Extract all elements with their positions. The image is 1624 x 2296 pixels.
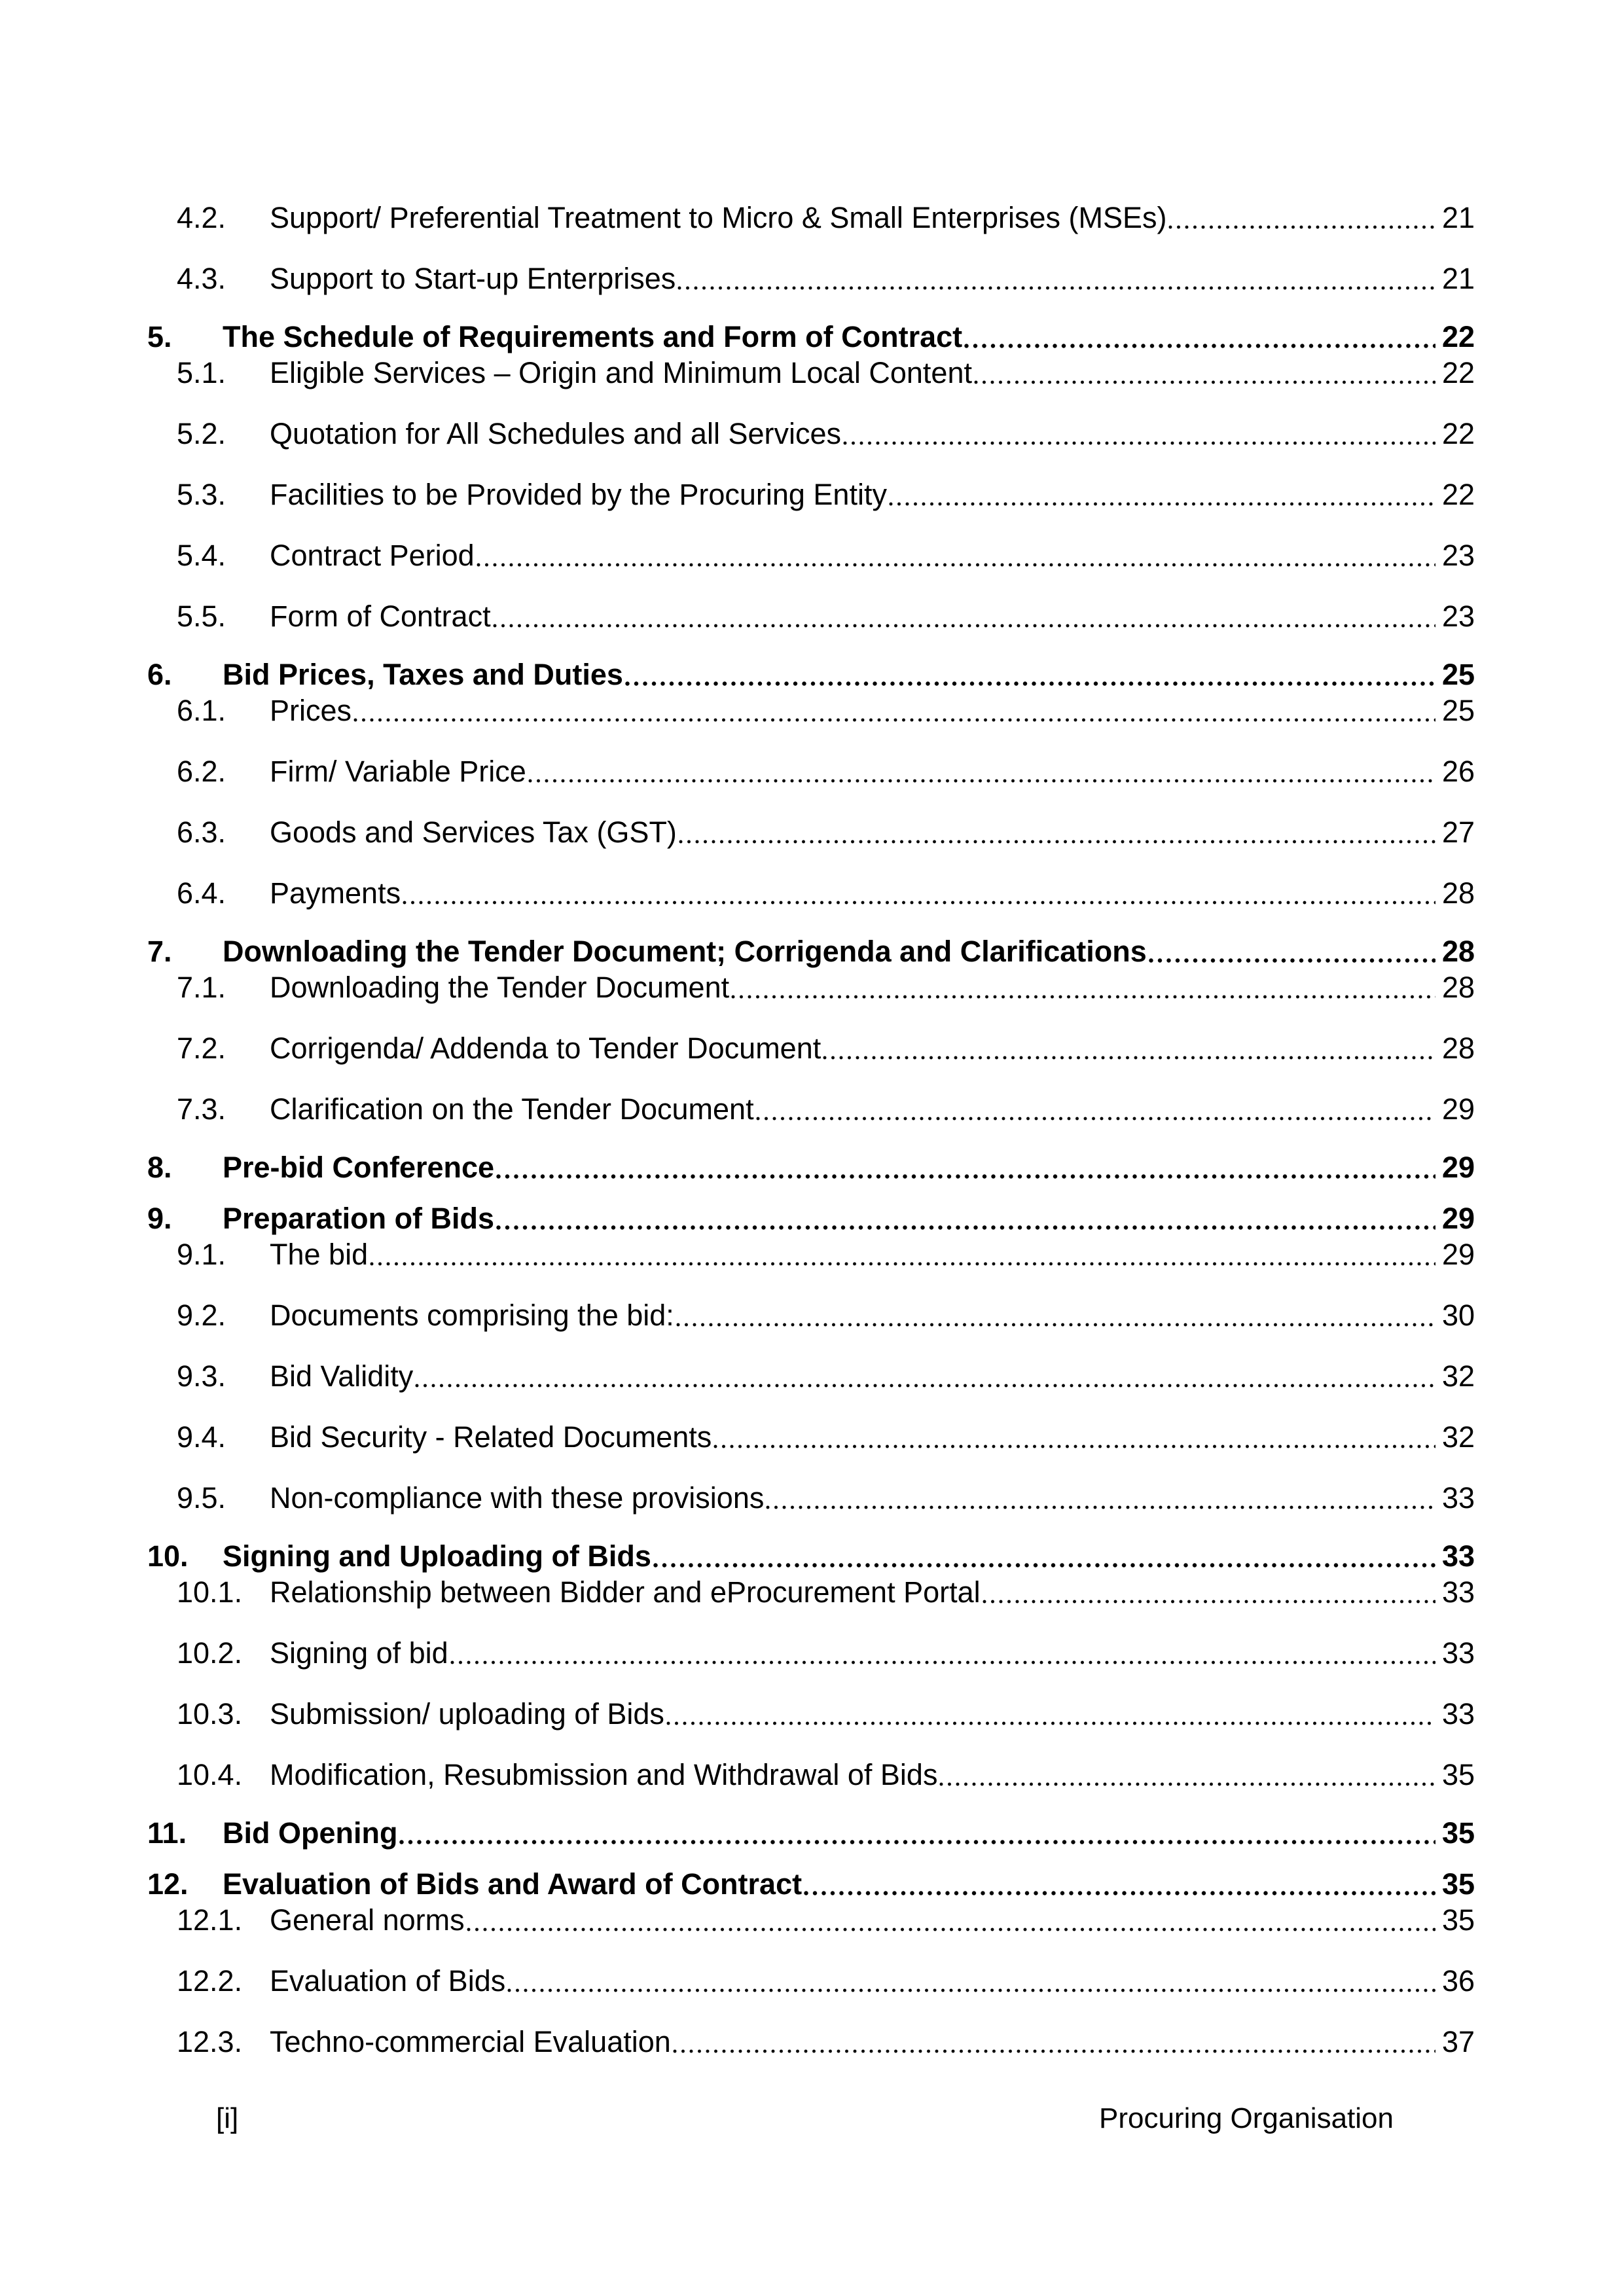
toc-row[interactable] [0,1202,1475,1235]
toc-row[interactable] [0,1817,1475,1850]
toc-entry-number: 11. [147,1816,187,1850]
toc-entry-number: 10. [147,1539,189,1573]
toc-page-number: 28 [1441,971,1475,1004]
dot-leader [766,1482,1435,1515]
toc-row[interactable] [0,357,1475,389]
toc-row[interactable] [0,1637,1475,1670]
toc-page-number: 21 [1441,262,1475,295]
toc-entry-number: 9.3. [177,1359,226,1393]
toc-row[interactable] [0,2026,1475,2058]
dot-leader [843,418,1435,450]
dot-leader [496,1151,1435,1184]
toc-entry-number: 12.2. [177,1964,243,1998]
toc-entry-title: Payments [270,876,401,910]
dot-leader [353,694,1435,727]
toc-entry-title: Clarification on the Tender Document [270,1092,754,1126]
dot-leader [974,357,1435,389]
footer-page-label: [i] [216,2102,239,2134]
footer-organisation-label: Procuring Organisation [1098,2102,1394,2134]
toc-entry-number: 5.1. [177,356,226,389]
toc-entry-title: Relationship between Bidder and eProcurement Portal [270,1575,981,1609]
toc-row[interactable] [0,1576,1475,1609]
toc-entry-title: The Schedule of Requirements and Form of Contract [223,320,963,353]
toc-entry-number: 8. [147,1151,172,1184]
toc-entry-number: 7.3. [177,1092,226,1126]
toc-page-number: 28 [1441,1031,1475,1065]
toc-row[interactable] [0,1904,1475,1937]
toc-entry-title: Form of Contract [270,600,491,633]
toc-entry-number: 9.5. [177,1481,226,1515]
toc-entry-number: 7.1. [177,971,226,1004]
toc-entry-number: 12.3. [177,2025,243,2058]
dot-leader [713,1421,1435,1454]
toc-entry-title: Non-compliance with these provisions [270,1481,765,1515]
toc-entry-title: Submission/ uploading of Bids [270,1697,664,1731]
toc-entry-number: 10.3. [177,1697,243,1731]
toc-entry-number: 10.4. [177,1758,243,1791]
toc-entry-number: 12.1. [177,1903,243,1937]
toc-entry-title: Bid Prices, Taxes and Duties [223,658,623,691]
dot-leader [804,1868,1435,1901]
dot-leader [939,1759,1435,1791]
toc-row[interactable] [0,1238,1475,1271]
dot-leader [528,755,1435,788]
toc-entry-number: 6.2. [177,755,226,788]
toc-row[interactable] [0,935,1475,968]
dot-leader [1168,202,1435,234]
toc-row[interactable] [0,1540,1475,1573]
toc-entry-title: Corrigenda/ Addenda to Tender Document [270,1031,821,1065]
toc-row[interactable] [0,539,1475,572]
toc-row[interactable] [0,694,1475,727]
toc-page-number: 29 [1441,1202,1475,1235]
toc-entry-title: Eligible Services – Origin and Minimum Local Content [270,356,972,389]
toc-entry-number: 7.2. [177,1031,226,1065]
dot-leader [964,321,1435,353]
toc-page-number: 21 [1441,201,1475,234]
toc-entry-number: 6.1. [177,694,226,727]
toc-entry-title: Signing of bid [270,1636,448,1670]
dot-leader [889,478,1435,511]
toc-entry-number: 5. [147,320,172,353]
toc-row[interactable] [0,1965,1475,1998]
toc-entry-number: 5.3. [177,478,226,511]
toc-row[interactable] [0,202,1475,234]
toc-entry-number: 4.2. [177,201,226,234]
toc-entry-title: Quotation for All Schedules and all Services [270,417,841,450]
toc-page-number: 23 [1441,539,1475,572]
toc-entry-title: Evaluation of Bids and Award of Contract [223,1867,803,1901]
dot-leader [467,1904,1435,1937]
toc-page-number: 33 [1441,1481,1475,1515]
toc-row[interactable] [0,755,1475,788]
dot-leader [756,1093,1435,1126]
toc-row[interactable] [0,971,1475,1004]
toc-page-number: 32 [1441,1420,1475,1454]
toc-row[interactable] [0,1868,1475,1901]
toc-entry-title: Documents comprising the bid: [270,1299,674,1332]
dot-leader [676,1299,1435,1332]
toc-entry-number: 6.4. [177,876,226,910]
toc-entry-title: Signing and Uploading of Bids [223,1539,651,1573]
toc-row[interactable] [0,321,1475,353]
dot-leader [1149,935,1435,968]
toc-page-number: 36 [1441,1964,1475,1998]
toc-entry-number: 5.2. [177,417,226,450]
toc-entry-number: 4.3. [177,262,226,295]
page-footer [0,2102,1624,2135]
toc-entry-title: Evaluation of Bids [270,1964,506,1998]
toc-page-number: 23 [1441,600,1475,633]
dot-leader [450,1637,1435,1670]
toc-entry-title: Bid Validity [270,1359,414,1393]
toc-page-number: 29 [1441,1151,1475,1184]
toc-entry-number: 9.4. [177,1420,226,1454]
toc-entry-title: Bid Opening [223,1816,398,1850]
toc-row[interactable] [0,877,1475,910]
toc-page-number: 35 [1441,1758,1475,1791]
toc-entry-title: General norms [270,1903,465,1937]
toc-entry-number: 10.1. [177,1575,243,1609]
toc-entry-number: 10.2. [177,1636,243,1670]
toc-entry-title: Modification, Resubmission and Withdrawal of Bids [270,1758,938,1791]
toc-page-number: 33 [1441,1697,1475,1731]
toc-entry-number: 6.3. [177,816,226,849]
toc-page-number: 25 [1441,694,1475,727]
toc-row[interactable] [0,1151,1475,1184]
toc-row[interactable] [0,1482,1475,1515]
toc-page-number: 25 [1441,658,1475,691]
toc-entry-title: Goods and Services Tax (GST) [270,816,677,849]
dot-leader [653,1540,1435,1573]
toc-row[interactable] [0,1759,1475,1791]
toc-row[interactable] [0,658,1475,691]
toc-entry-number: 9. [147,1202,172,1235]
dot-leader [507,1965,1435,1998]
toc-entry-number: 7. [147,935,172,968]
toc-page-number: 35 [1441,1816,1475,1850]
toc-row[interactable] [0,262,1475,295]
toc-page-number: 30 [1441,1299,1475,1332]
toc-entry-number: 9.1. [177,1238,226,1271]
toc-row[interactable] [0,1360,1475,1393]
toc-entry-title: Support to Start-up Enterprises [270,262,676,295]
toc-row[interactable] [0,1093,1475,1126]
toc-entry-number: 5.5. [177,600,226,633]
toc-entry-number: 12. [147,1867,189,1901]
toc-entry-title: Preparation of Bids [223,1202,495,1235]
toc-page-number: 32 [1441,1359,1475,1393]
toc-page-number: 35 [1441,1867,1475,1901]
toc-row[interactable] [0,1698,1475,1731]
toc-page-number: 26 [1441,755,1475,788]
dot-leader [673,2026,1435,2058]
dot-leader [415,1360,1435,1393]
toc-entry-title: Downloading the Tender Document; Corrigenda and Clarifications [223,935,1147,968]
dot-leader [679,816,1435,849]
toc-row[interactable] [0,478,1475,511]
toc-entry-title: Techno-commercial Evaluation [270,2025,671,2058]
dot-leader [477,539,1435,572]
toc-page-number: 37 [1441,2025,1475,2058]
dot-leader [370,1238,1435,1271]
toc-entry-title: Support/ Preferential Treatment to Micro & Small Enterprises (MSEs) [270,201,1167,234]
toc-page-number: 33 [1441,1575,1475,1609]
dot-leader [399,1817,1435,1850]
toc-page-number: 22 [1441,478,1475,511]
dot-leader [677,262,1435,295]
toc-row[interactable] [0,1421,1475,1454]
toc-row[interactable] [0,816,1475,849]
toc-entry-title: Facilities to be Provided by the Procuring Entity [270,478,887,511]
toc-entry-number: 5.4. [177,539,226,572]
toc-entry-title: Downloading the Tender Document [270,971,730,1004]
toc-page-number: 27 [1441,816,1475,849]
dot-leader [496,1202,1435,1235]
toc-entry-title: Prices [270,694,352,727]
dot-leader [625,658,1435,691]
toc-page-number: 28 [1441,935,1475,968]
toc-entry-title: Bid Security - Related Documents [270,1420,712,1454]
toc-entry-title: Contract Period [270,539,475,572]
dot-leader [493,600,1435,633]
toc-page-number: 35 [1441,1903,1475,1937]
table-of-contents [0,202,1624,2058]
toc-page-number: 33 [1441,1539,1475,1573]
dot-leader [983,1576,1435,1609]
toc-entry-number: 9.2. [177,1299,226,1332]
toc-page-number: 29 [1441,1092,1475,1126]
toc-entry-title: Pre-bid Conference [223,1151,495,1184]
dot-leader [666,1698,1435,1731]
toc-page-number: 29 [1441,1238,1475,1271]
dot-leader [403,877,1435,910]
toc-entry-number: 6. [147,658,172,691]
toc-entry-title: The bid [270,1238,369,1271]
toc-row[interactable] [0,600,1475,633]
toc-page-number: 22 [1441,320,1475,353]
dot-leader [731,971,1435,1004]
toc-page-number: 28 [1441,876,1475,910]
toc-entry-title: Firm/ Variable Price [270,755,526,788]
dot-leader [823,1032,1435,1065]
toc-row[interactable] [0,418,1475,450]
toc-row[interactable] [0,1299,1475,1332]
toc-page-number: 22 [1441,356,1475,389]
toc-page-number: 33 [1441,1636,1475,1670]
toc-page-number: 22 [1441,417,1475,450]
toc-row[interactable] [0,1032,1475,1065]
